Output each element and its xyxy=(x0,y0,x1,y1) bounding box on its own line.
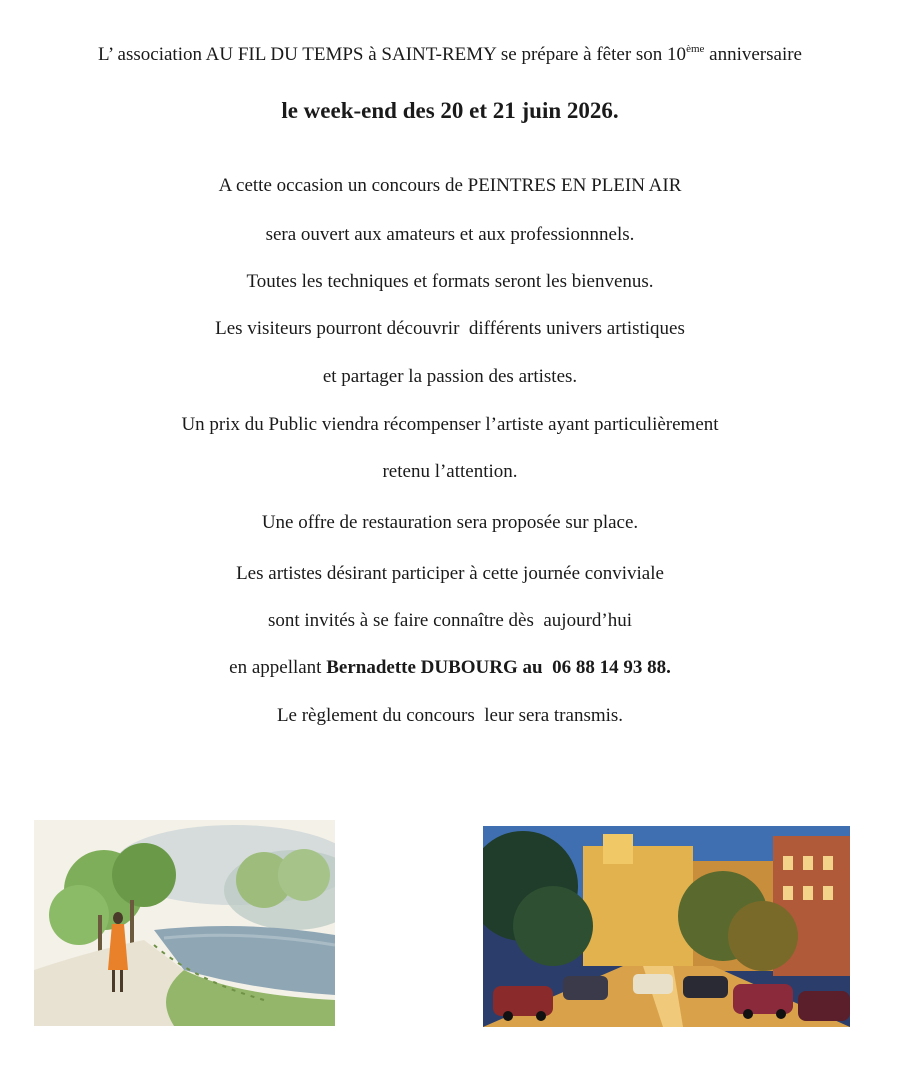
city-street-painting xyxy=(483,826,850,1027)
headline-text: L’ association AU FIL DU TEMPS à SAINT-REMY se prépare à fêter son 10 xyxy=(98,44,687,65)
body-line-5: et partager la passion des artistes. xyxy=(322,366,578,387)
body-line-4: Les visiteurs pourront découvrir différents univers artistiques xyxy=(215,318,685,339)
announcement-headline xyxy=(0,44,900,66)
contact-line xyxy=(0,657,900,679)
body-line-9: Les artistes désirant participer à cette journée conviviale xyxy=(236,563,664,584)
contact-prefix: en appellant xyxy=(229,657,327,678)
contact-name-phone: Bernadette DUBOURG au 06 88 14 93 88. xyxy=(326,657,671,678)
event-dates: le week-end des 20 et 21 juin 2026. xyxy=(281,98,619,123)
body-line-6: Un prix du Public viendra récompenser l’artiste ayant particulièrement xyxy=(181,414,719,435)
headline-superscript: ème xyxy=(686,43,705,55)
body-line-8: Une offre de restauration sera proposée sur place. xyxy=(261,512,639,533)
body-line-12: Le règlement du concours leur sera transmis. xyxy=(276,705,624,726)
body-line-10: sont invités à se faire connaître dès aujourd’hui xyxy=(267,610,633,631)
body-line-3: Toutes les techniques et formats seront les bienvenus. xyxy=(246,271,654,292)
body-line-2: sera ouvert aux amateurs et aux professionnnels. xyxy=(265,224,635,245)
body-line-1: A cette occasion un concours de PEINTRES EN PLEIN AIR xyxy=(218,175,682,196)
body-line-7: retenu l’attention. xyxy=(382,461,518,482)
watercolor-riverside-painting xyxy=(34,820,335,1026)
headline-text-end: anniversaire xyxy=(704,44,802,65)
